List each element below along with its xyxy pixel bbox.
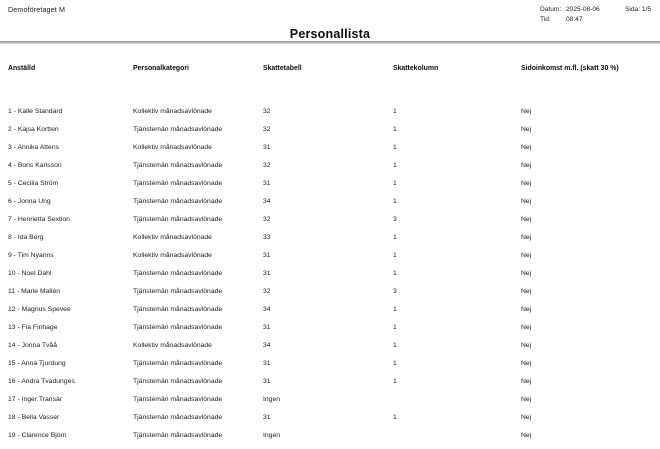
cell-employee: 16 - Andra Tvadunges — [8, 378, 75, 385]
cell-side-income: Nej — [521, 306, 532, 313]
cell-tax-table: 32 — [263, 162, 271, 169]
table-row — [0, 301, 660, 319]
cell-employee: 10 - Noel Dahl — [8, 270, 52, 277]
cell-category: Tjänstemän månadsavlönade — [133, 396, 223, 403]
cell-side-income: Nej — [521, 378, 532, 385]
time-value: 08:47 — [566, 15, 583, 23]
column-header-tax-table: Skattetabell — [263, 65, 302, 72]
column-header-side-income: Sidoinkomst m.fl. (skatt 30 %) — [521, 65, 619, 72]
cell-side-income: Nej — [521, 324, 532, 331]
cell-employee: 12 - Magnus Spevee — [8, 306, 71, 313]
table-row — [0, 157, 660, 175]
page-indicator: Sida: 1/5 — [625, 6, 652, 13]
cell-employee: 5 - Cecilia Ström — [8, 180, 59, 187]
cell-tax-column: 1 — [393, 360, 397, 367]
cell-category: Kollektiv månadsavlönade — [133, 144, 212, 151]
cell-tax-column: 1 — [393, 378, 397, 385]
cell-side-income: Nej — [521, 414, 532, 421]
cell-side-income: Nej — [521, 180, 532, 187]
cell-category: Tjänstemän månadsavlönade — [133, 126, 223, 133]
cell-tax-table: 32 — [263, 216, 271, 223]
cell-tax-column: 1 — [393, 180, 397, 187]
table-row — [0, 121, 660, 139]
cell-tax-column: 1 — [393, 162, 397, 169]
table-row — [0, 409, 660, 427]
table-row — [0, 319, 660, 337]
cell-category: Tjänstemän månadsavlönade — [133, 432, 223, 439]
cell-employee: 2 - Kajsa Kortten — [8, 126, 59, 133]
table-body — [0, 103, 660, 445]
cell-side-income: Nej — [521, 126, 532, 133]
time-label: Tid: — [540, 15, 551, 23]
cell-tax-column: 1 — [393, 414, 397, 421]
cell-category: Kollektiv månadsavlönade — [133, 342, 212, 349]
cell-tax-table: 31 — [263, 270, 271, 277]
cell-tax-table: 32 — [263, 126, 271, 133]
cell-tax-column: 1 — [393, 324, 397, 331]
cell-employee: 4 - Boris Karlsson — [8, 162, 62, 169]
cell-category: Kollektiv månadsavlönade — [133, 252, 212, 259]
cell-tax-table: 34 — [263, 306, 271, 313]
cell-tax-table: 31 — [263, 180, 271, 187]
cell-tax-table: 31 — [263, 360, 271, 367]
cell-employee: 1 - Kalle Standard — [8, 108, 63, 115]
table-row — [0, 103, 660, 121]
cell-tax-column: 1 — [393, 306, 397, 313]
date-value: 2025-08-06 — [566, 6, 600, 13]
meta-row-date — [540, 5, 612, 15]
cell-category: Tjänstemän månadsavlönade — [133, 414, 223, 421]
cell-tax-table: 31 — [263, 378, 271, 385]
date-label: Datum: — [540, 6, 562, 13]
personnel-table — [0, 60, 660, 439]
header-divider — [0, 41, 660, 44]
table-row — [0, 247, 660, 265]
cell-employee: 15 - Anna Tjurdung — [8, 360, 66, 367]
cell-tax-column: 3 — [393, 216, 397, 223]
cell-category: Tjänstemän månadsavlönade — [133, 216, 223, 223]
cell-tax-table: 34 — [263, 198, 271, 205]
table-header-row — [0, 60, 660, 78]
cell-side-income: Nej — [521, 252, 532, 259]
cell-tax-column: 1 — [393, 234, 397, 241]
table-row — [0, 139, 660, 157]
cell-employee: 9 - Tim Nyanns — [8, 252, 54, 259]
cell-tax-column: 1 — [393, 108, 397, 115]
cell-category: Kollektiv månadsavlönade — [133, 108, 212, 115]
cell-tax-table: 31 — [263, 324, 271, 331]
meta-row-time — [540, 15, 612, 25]
cell-employee: 6 - Jonna Ung — [8, 198, 51, 205]
column-header-employee: Anställd — [8, 65, 36, 72]
cell-tax-column: 1 — [393, 126, 397, 133]
cell-category: Tjänstemän månadsavlönade — [133, 324, 223, 331]
cell-category: Tjänstemän månadsavlönade — [133, 306, 223, 313]
cell-category: Tjänstemän månadsavlönade — [133, 270, 223, 277]
cell-employee: 7 - Henrietta Sextion — [8, 216, 70, 223]
table-row — [0, 337, 660, 355]
cell-tax-table: 34 — [263, 342, 271, 349]
cell-side-income: Nej — [521, 216, 532, 223]
table-row — [0, 427, 660, 445]
cell-employee: 8 - Ida Berg — [8, 234, 44, 241]
table-row — [0, 229, 660, 247]
cell-tax-column: 1 — [393, 270, 397, 277]
page-title: Personallista — [289, 27, 371, 41]
cell-tax-table: 31 — [263, 252, 271, 259]
cell-side-income: Nej — [521, 108, 532, 115]
cell-category: Tjänstemän månadsavlönade — [133, 378, 223, 385]
cell-tax-column: 1 — [393, 342, 397, 349]
cell-side-income: Nej — [521, 342, 532, 349]
table-row — [0, 193, 660, 211]
table-row — [0, 355, 660, 373]
cell-side-income: Nej — [521, 432, 532, 439]
cell-side-income: Nej — [521, 162, 532, 169]
cell-employee: 18 - Bella Vasser — [8, 414, 60, 421]
cell-side-income: Nej — [521, 198, 532, 205]
cell-tax-column: 1 — [393, 252, 397, 259]
column-header-category: Personalkategori — [133, 65, 189, 72]
table-row — [0, 211, 660, 229]
cell-tax-table: Ingen — [263, 396, 281, 403]
cell-tax-column: 1 — [393, 144, 397, 151]
cell-side-income: Nej — [521, 144, 532, 151]
cell-employee: 19 - Clarence Björn — [8, 432, 67, 439]
cell-side-income: Nej — [521, 270, 532, 277]
cell-tax-column: 3 — [393, 288, 397, 295]
cell-side-income: Nej — [521, 396, 532, 403]
column-header-tax-column: Skattekolumn — [393, 65, 439, 72]
cell-tax-table: 32 — [263, 288, 271, 295]
table-row — [0, 265, 660, 283]
cell-side-income: Nej — [521, 360, 532, 367]
cell-category: Tjänstemän månadsavlönade — [133, 162, 223, 169]
cell-category: Tjänstemän månadsavlönade — [133, 198, 223, 205]
document-meta — [540, 5, 612, 24]
cell-employee: 3 - Annika Attens — [8, 144, 60, 151]
table-row — [0, 373, 660, 391]
cell-category: Tjänstemän månadsavlönade — [133, 360, 223, 367]
cell-category: Kollektiv månadsavlönade — [133, 234, 212, 241]
cell-side-income: Nej — [521, 288, 532, 295]
company-name: Demoföretaget M — [8, 5, 66, 14]
cell-tax-table: 31 — [263, 144, 271, 151]
table-row — [0, 391, 660, 409]
table-row — [0, 175, 660, 193]
cell-employee: 14 - Jonna Tvåå — [8, 342, 57, 349]
cell-tax-table: 32 — [263, 108, 271, 115]
cell-category: Tjänstemän månadsavlönade — [133, 288, 223, 295]
cell-tax-table: 31 — [263, 414, 271, 421]
cell-tax-column: 1 — [393, 198, 397, 205]
cell-category: Tjänstemän månadsavlönade — [133, 180, 223, 187]
cell-employee: 11 - Marie Mallén — [8, 288, 61, 295]
cell-employee: 17 - Inger Transár — [8, 396, 63, 403]
cell-employee: 13 - Fia Finhage — [8, 324, 58, 331]
table-row — [0, 283, 660, 301]
cell-tax-table: Ingen — [263, 432, 281, 439]
cell-side-income: Nej — [521, 234, 532, 241]
cell-tax-table: 33 — [263, 234, 271, 241]
